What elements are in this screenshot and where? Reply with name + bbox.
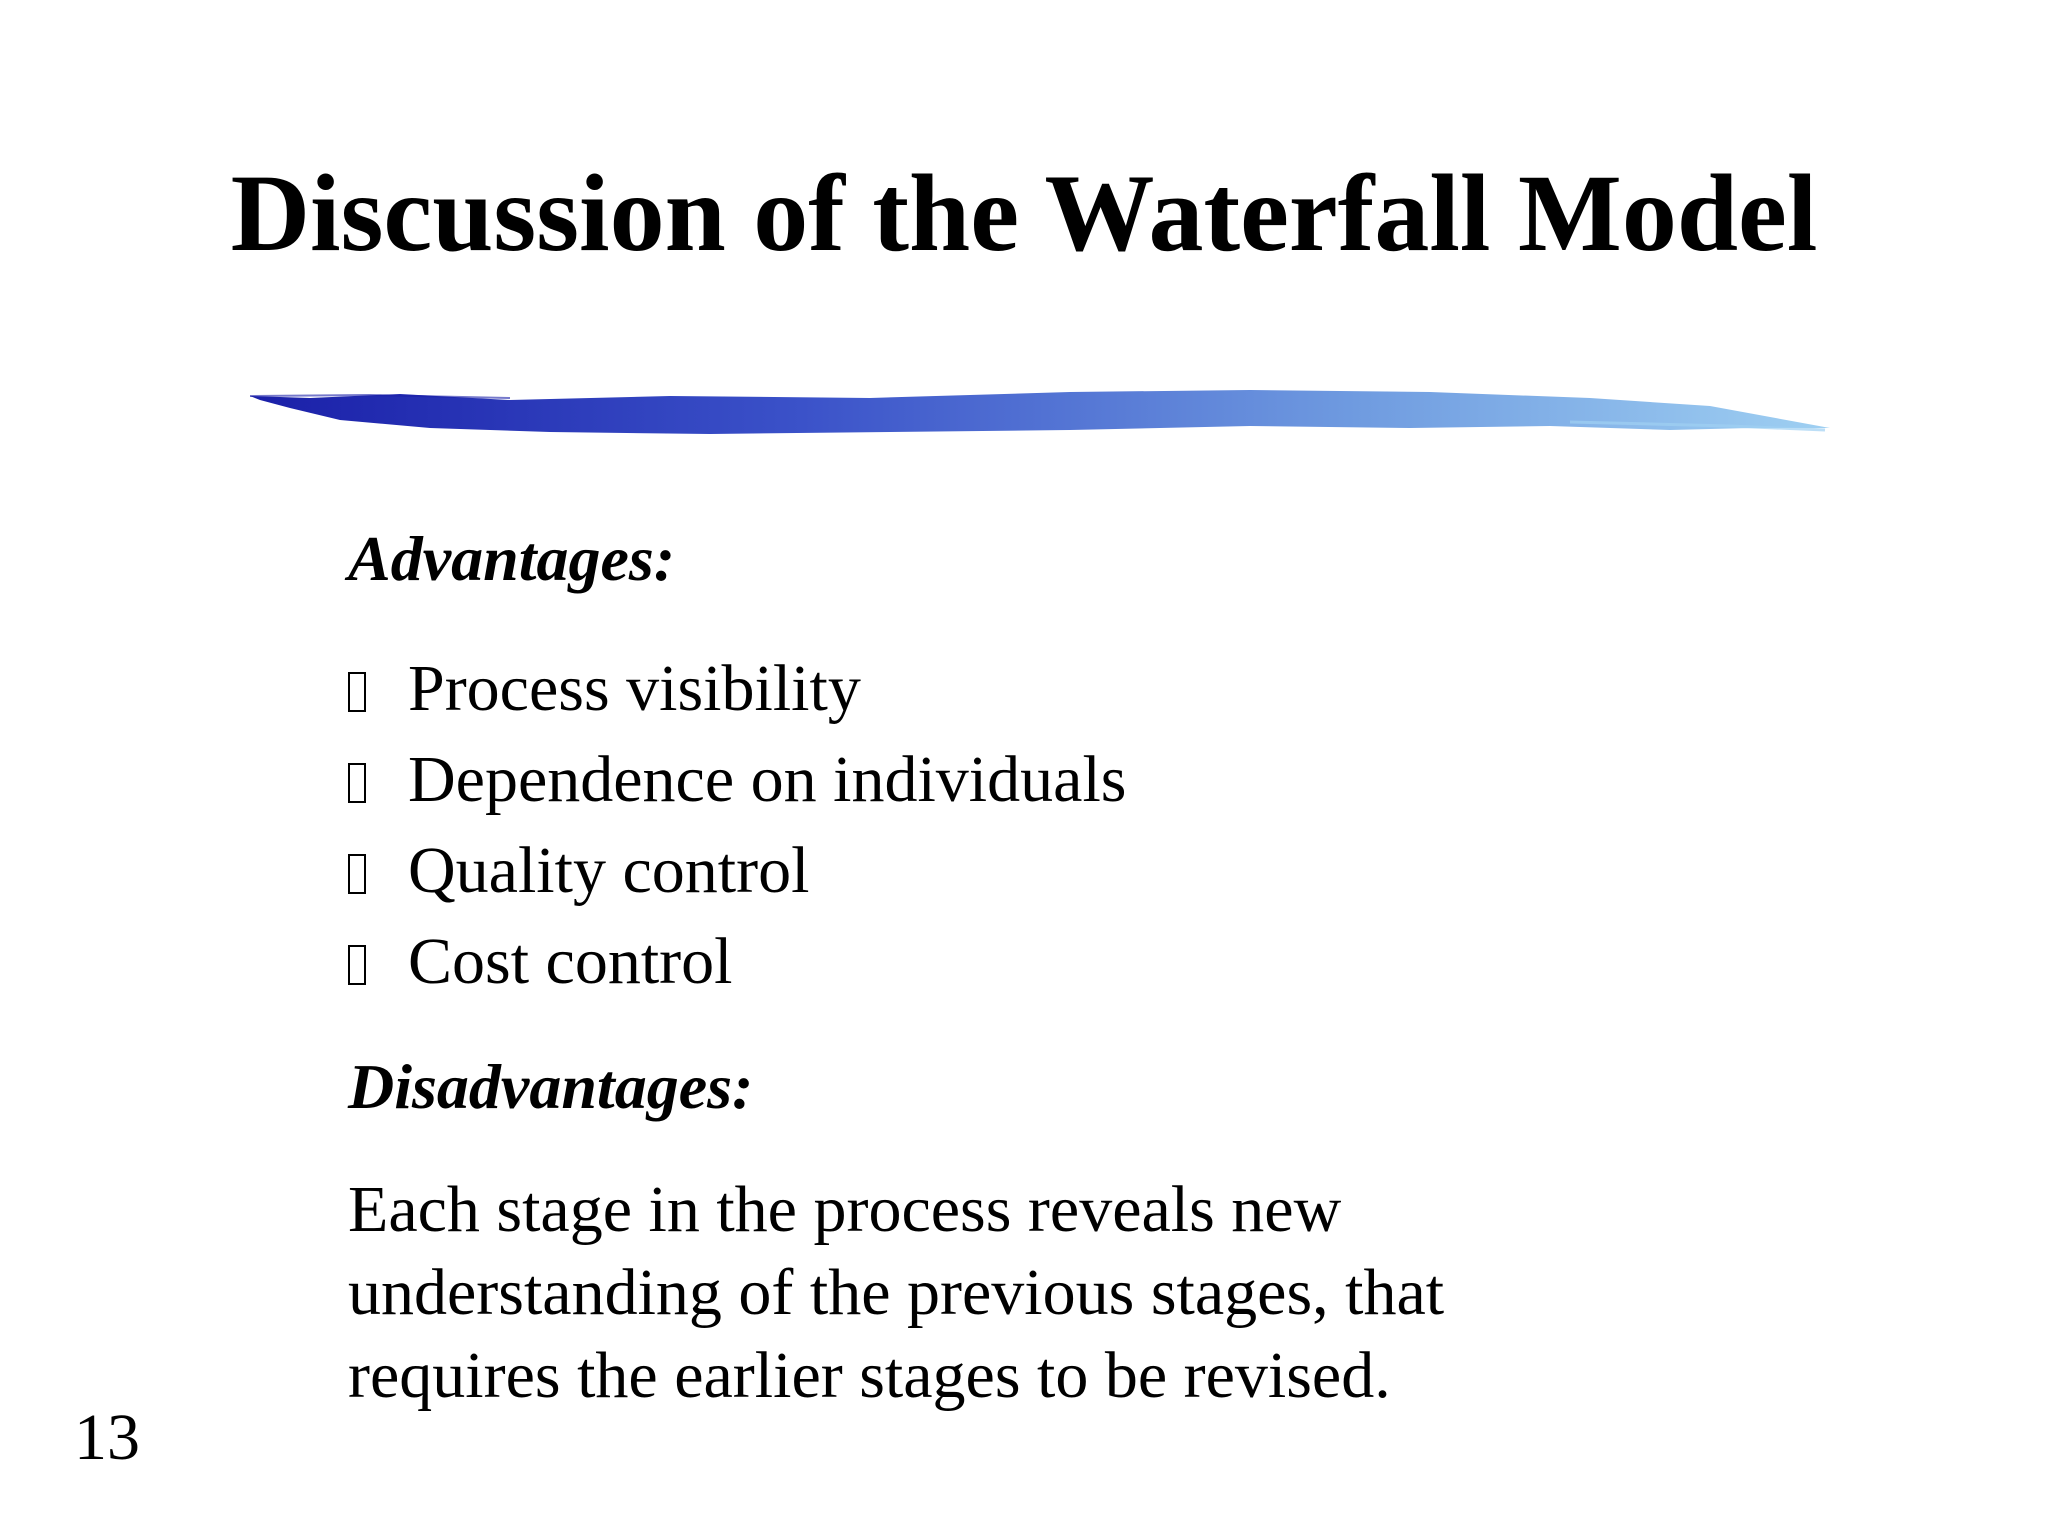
advantages-heading: Advantages: xyxy=(348,523,676,594)
square-bullet-icon xyxy=(348,672,366,712)
advantage-label: Quality control xyxy=(408,833,810,907)
square-bullet-icon xyxy=(348,854,366,894)
paragraph-line: Each stage in the process reveals new xyxy=(348,1173,1342,1246)
disadvantages-heading: Disadvantages: xyxy=(348,1051,754,1122)
disadvantages-paragraph xyxy=(348,1168,1548,1417)
paragraph-line: requires the earlier stages to be revised. xyxy=(348,1339,1391,1412)
paragraph-line: understanding of the previous stages, that xyxy=(348,1256,1445,1329)
slide-title: Discussion of the Waterfall Model xyxy=(230,152,1818,274)
advantage-label: Process visibility xyxy=(408,651,861,725)
square-bullet-icon xyxy=(348,945,366,985)
advantage-label: Dependence on individuals xyxy=(408,742,1127,816)
slide-number: 13 xyxy=(74,1401,140,1474)
advantage-item xyxy=(348,734,1126,825)
square-bullet-icon xyxy=(348,763,366,803)
advantages-list xyxy=(348,643,1126,1007)
brush-stroke-divider xyxy=(250,382,1830,452)
advantage-item xyxy=(348,643,1126,734)
advantage-item xyxy=(348,825,1126,916)
advantage-item xyxy=(348,916,1126,1007)
advantage-label: Cost control xyxy=(408,924,733,998)
